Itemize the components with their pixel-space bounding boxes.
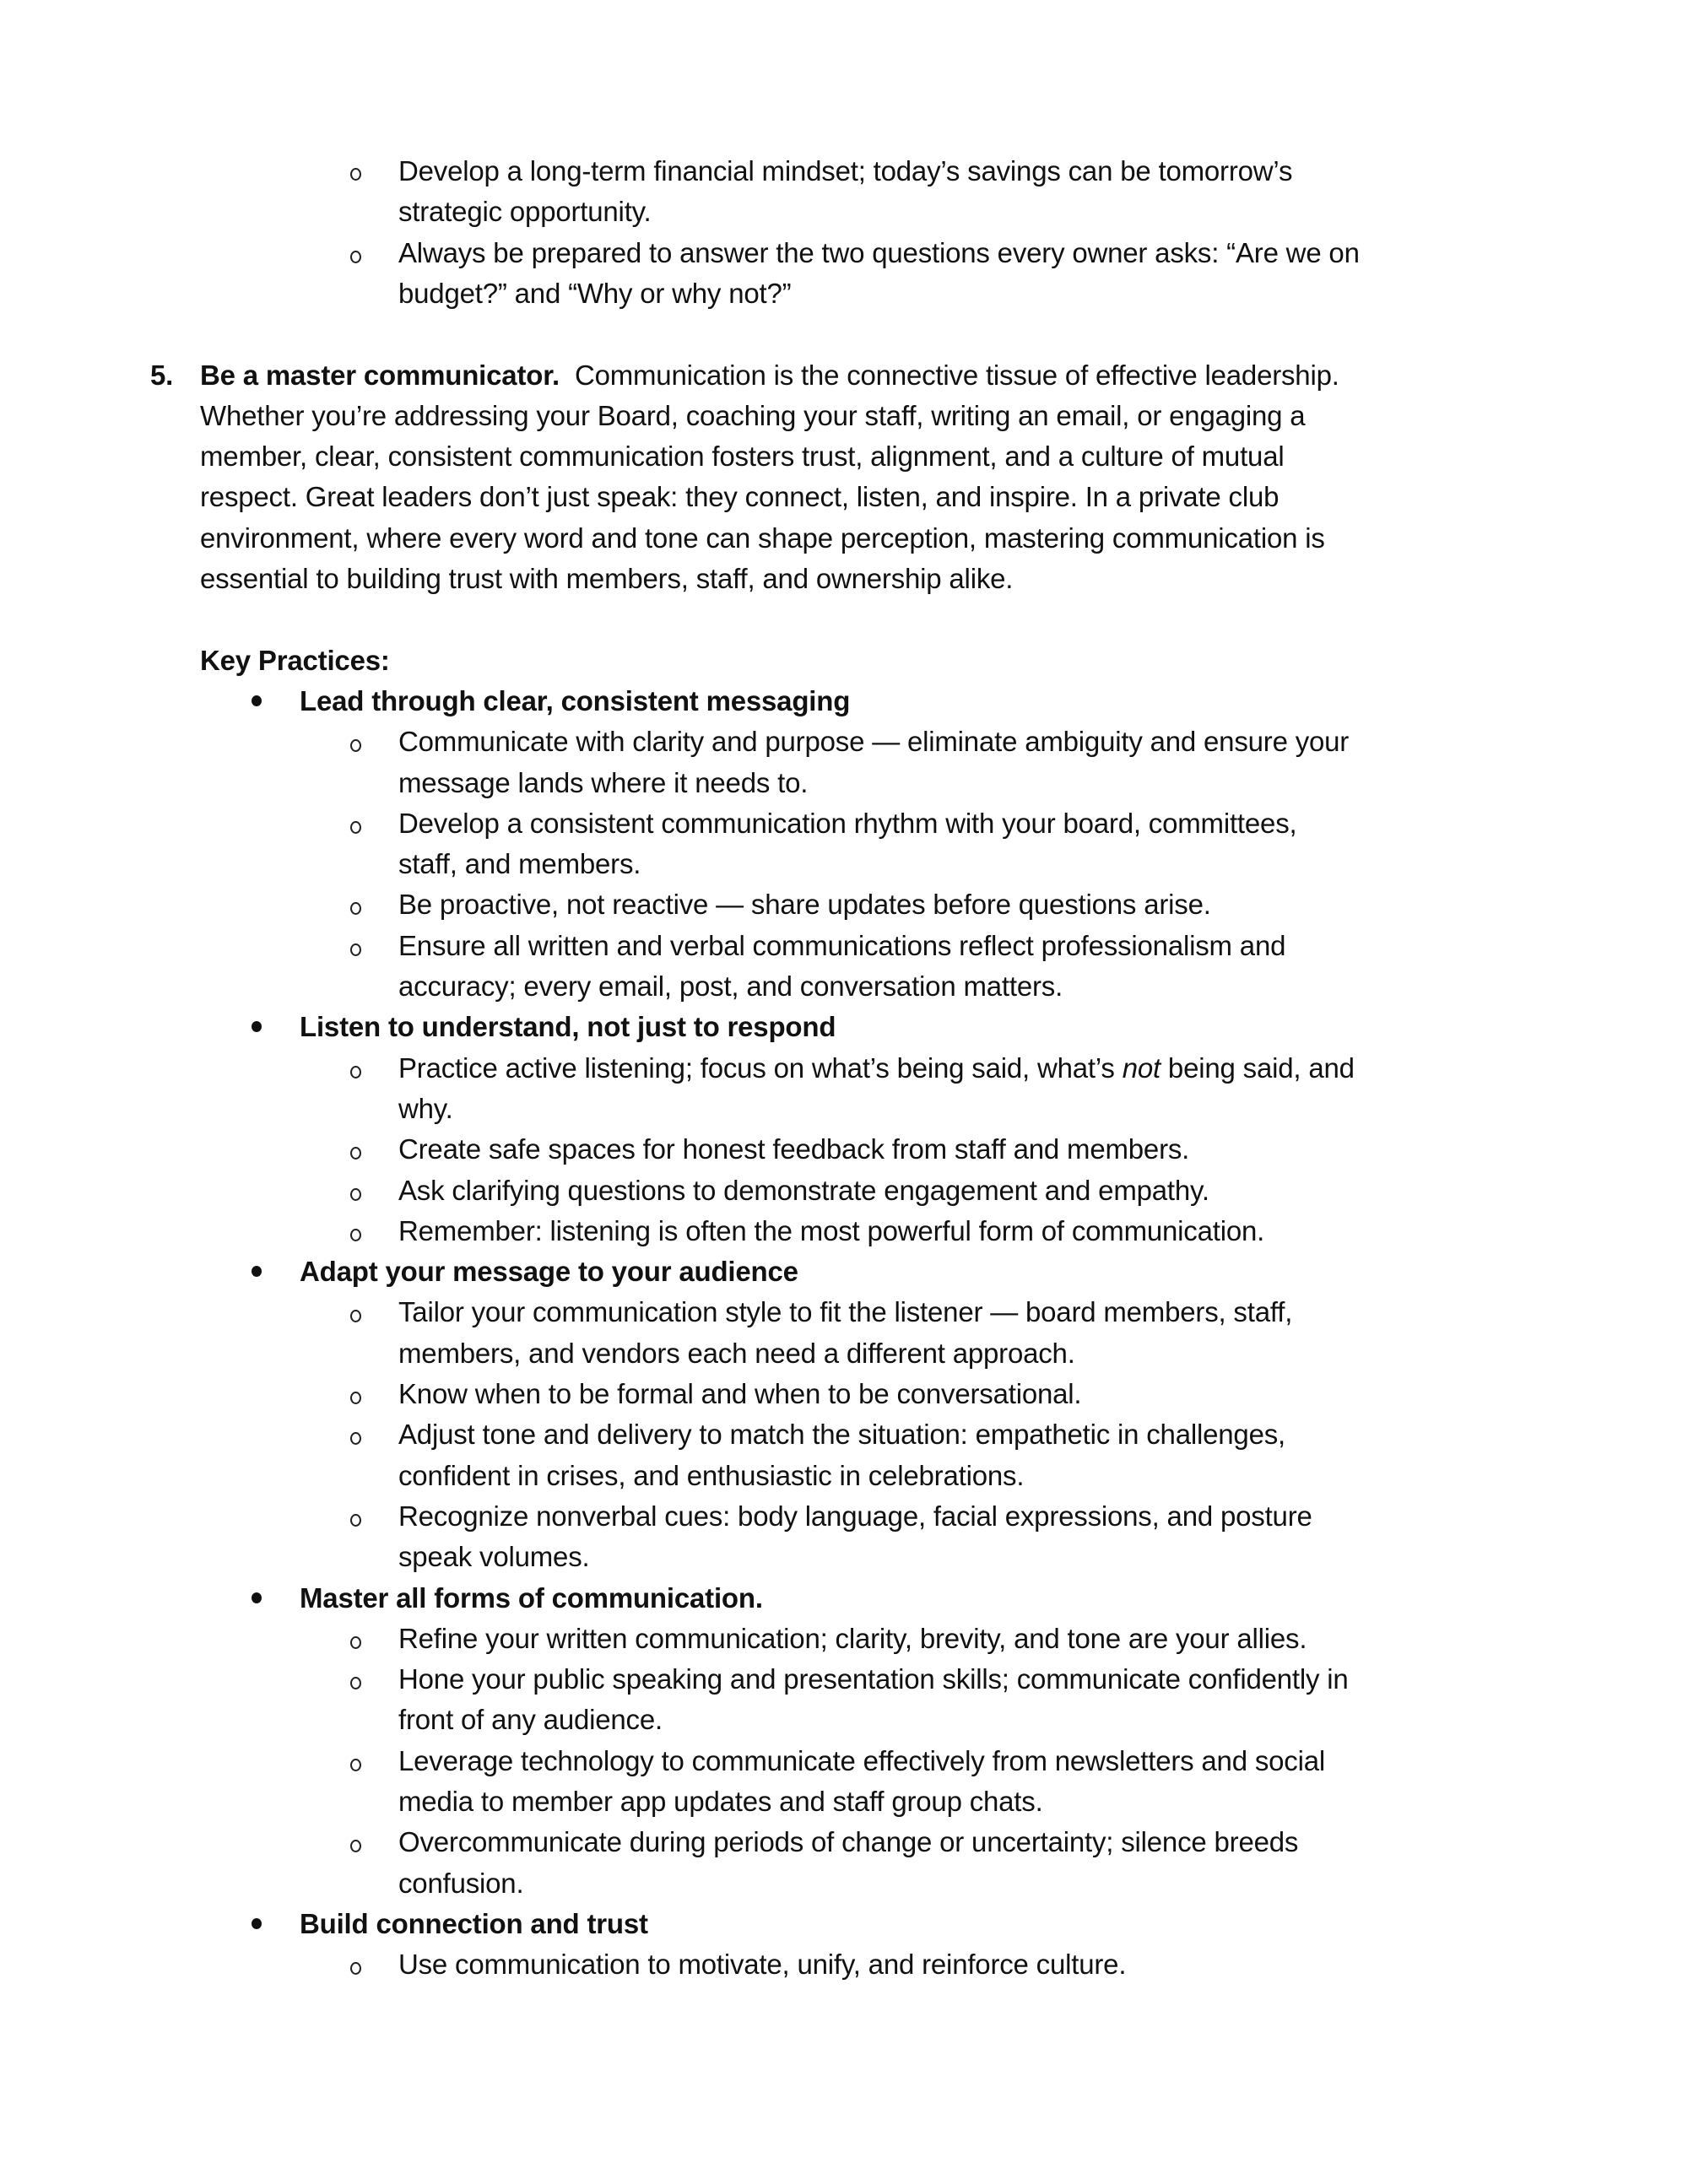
list-item-line: Develop a consistent communication rhythm with your board, committees, bbox=[398, 807, 1297, 839]
list-item-line: Ensure all written and verbal communications reflect professionalism and bbox=[398, 929, 1286, 961]
list-item-line: Create safe spaces for honest feedback from staff and members. bbox=[398, 1133, 1190, 1165]
list-item-line: members, and vendors each need a different approach. bbox=[398, 1337, 1075, 1369]
circle-bullet-icon bbox=[350, 1147, 361, 1160]
list-item-line: Refine your written communication; clarity, brevity, and tone are your allies. bbox=[398, 1622, 1307, 1654]
list-item-line: staff, and members. bbox=[398, 848, 641, 880]
practice-title: Build connection and trust bbox=[300, 1907, 648, 1939]
body-line: environment, where every word and tone can shape perception, mastering communication is bbox=[200, 522, 1325, 554]
list-item-line: accuracy; every email, post, and conversation matters. bbox=[398, 970, 1063, 1002]
circle-bullet-icon bbox=[350, 1188, 361, 1201]
section-number: 5. bbox=[150, 359, 174, 391]
list-item-line: Develop a long-term financial mindset; today’s savings can be tomorrow’s bbox=[398, 155, 1293, 187]
circle-bullet-icon bbox=[350, 1310, 361, 1322]
section-intro-text: Communication is the connective tissue of effective leadership. bbox=[574, 359, 1339, 391]
list-item-line: message lands where it needs to. bbox=[398, 766, 809, 798]
list-item-line: Overcommunicate during periods of change or uncertainty; silence breeds bbox=[398, 1826, 1299, 1858]
list-item-line: Know when to be formal and when to be conversational. bbox=[398, 1378, 1082, 1409]
list-item-line: Remember: listening is often the most powerful form of communication. bbox=[398, 1214, 1265, 1246]
list-item-line: Communicate with clarity and purpose — eliminate ambiguity and ensure your bbox=[398, 726, 1350, 758]
section-heading-line bbox=[200, 355, 1339, 396]
circle-bullet-icon bbox=[350, 1840, 361, 1852]
list-item-line: speak volumes. bbox=[398, 1541, 590, 1573]
list-item-line: why. bbox=[398, 1092, 453, 1124]
circle-bullet-icon bbox=[350, 1229, 361, 1241]
list-item-text: Practice active listening; focus on what’s being said, what’s bbox=[398, 1051, 1123, 1084]
list-item-line: media to member app updates and staff group chats. bbox=[398, 1786, 1043, 1817]
list-item-line: front of any audience. bbox=[398, 1704, 663, 1736]
circle-bullet-icon bbox=[350, 902, 361, 915]
list-item-line: Always be prepared to answer the two questions every owner asks: “Are we on bbox=[398, 236, 1360, 268]
list-item-line: Be proactive, not reactive — share updates before questions arise. bbox=[398, 889, 1211, 921]
list-item-line: Leverage technology to communicate effectively from newsletters and social bbox=[398, 1744, 1325, 1776]
list-item-line: Ask clarifying questions to demonstrate engagement and empathy. bbox=[398, 1174, 1209, 1206]
list-item-line: Use communication to motivate, unify, and reinforce culture. bbox=[398, 1949, 1127, 1981]
disc-bullet-icon bbox=[252, 1918, 262, 1929]
disc-bullet-icon bbox=[252, 1021, 262, 1032]
circle-bullet-icon bbox=[350, 1432, 361, 1445]
circle-bullet-icon bbox=[350, 1514, 361, 1527]
list-item-line: Adjust tone and delivery to match the situation: empathetic in challenges, bbox=[398, 1419, 1285, 1451]
circle-bullet-icon bbox=[350, 1392, 361, 1404]
section-heading: Be a master communicator. bbox=[200, 359, 560, 391]
list-item-line bbox=[398, 1048, 1355, 1089]
practice-title: Listen to understand, not just to respond bbox=[300, 1011, 836, 1043]
circle-bullet-icon bbox=[350, 1962, 361, 1975]
practice-title: Lead through clear, consistent messaging bbox=[300, 684, 851, 716]
emphasis-text: not bbox=[1122, 1051, 1160, 1084]
circle-bullet-icon bbox=[350, 168, 361, 181]
list-item-line: strategic opportunity. bbox=[398, 196, 652, 228]
practice-title: Adapt your message to your audience bbox=[300, 1256, 798, 1288]
list-item-line: Tailor your communication style to fit the listener — board members, staff, bbox=[398, 1296, 1293, 1328]
circle-bullet-icon bbox=[350, 1759, 361, 1771]
circle-bullet-icon bbox=[350, 251, 361, 263]
disc-bullet-icon bbox=[252, 1266, 262, 1277]
circle-bullet-icon bbox=[350, 1677, 361, 1689]
practice-title: Master all forms of communication. bbox=[300, 1581, 763, 1614]
list-item-line: budget?” and “Why or why not?” bbox=[398, 277, 792, 309]
body-line: Whether you’re addressing your Board, coaching your staff, writing an email, or engaging a bbox=[200, 399, 1306, 431]
body-line: essential to building trust with members, staff, and ownership alike. bbox=[200, 563, 1014, 594]
circle-bullet-icon bbox=[350, 739, 361, 752]
list-item-text: being said, and bbox=[1160, 1051, 1355, 1084]
body-line: respect. Great leaders don’t just speak: they connect, listen, and inspire. In a private club bbox=[200, 481, 1280, 513]
circle-bullet-icon bbox=[350, 1066, 361, 1078]
list-item-line: confusion. bbox=[398, 1867, 524, 1899]
circle-bullet-icon bbox=[350, 821, 361, 834]
key-practices-label: Key Practices: bbox=[200, 644, 390, 676]
circle-bullet-icon bbox=[350, 943, 361, 956]
body-line: member, clear, consistent communication fosters trust, alignment, and a culture of mutual bbox=[200, 441, 1285, 473]
disc-bullet-icon bbox=[252, 1592, 262, 1603]
list-item-line: confident in crises, and enthusiastic in celebrations. bbox=[398, 1459, 1025, 1491]
disc-bullet-icon bbox=[252, 695, 262, 706]
list-item-line: Recognize nonverbal cues: body language, facial expressions, and posture bbox=[398, 1500, 1312, 1532]
circle-bullet-icon bbox=[350, 1636, 361, 1649]
list-item-line: Hone your public speaking and presentation skills; communicate confidently in bbox=[398, 1663, 1349, 1695]
